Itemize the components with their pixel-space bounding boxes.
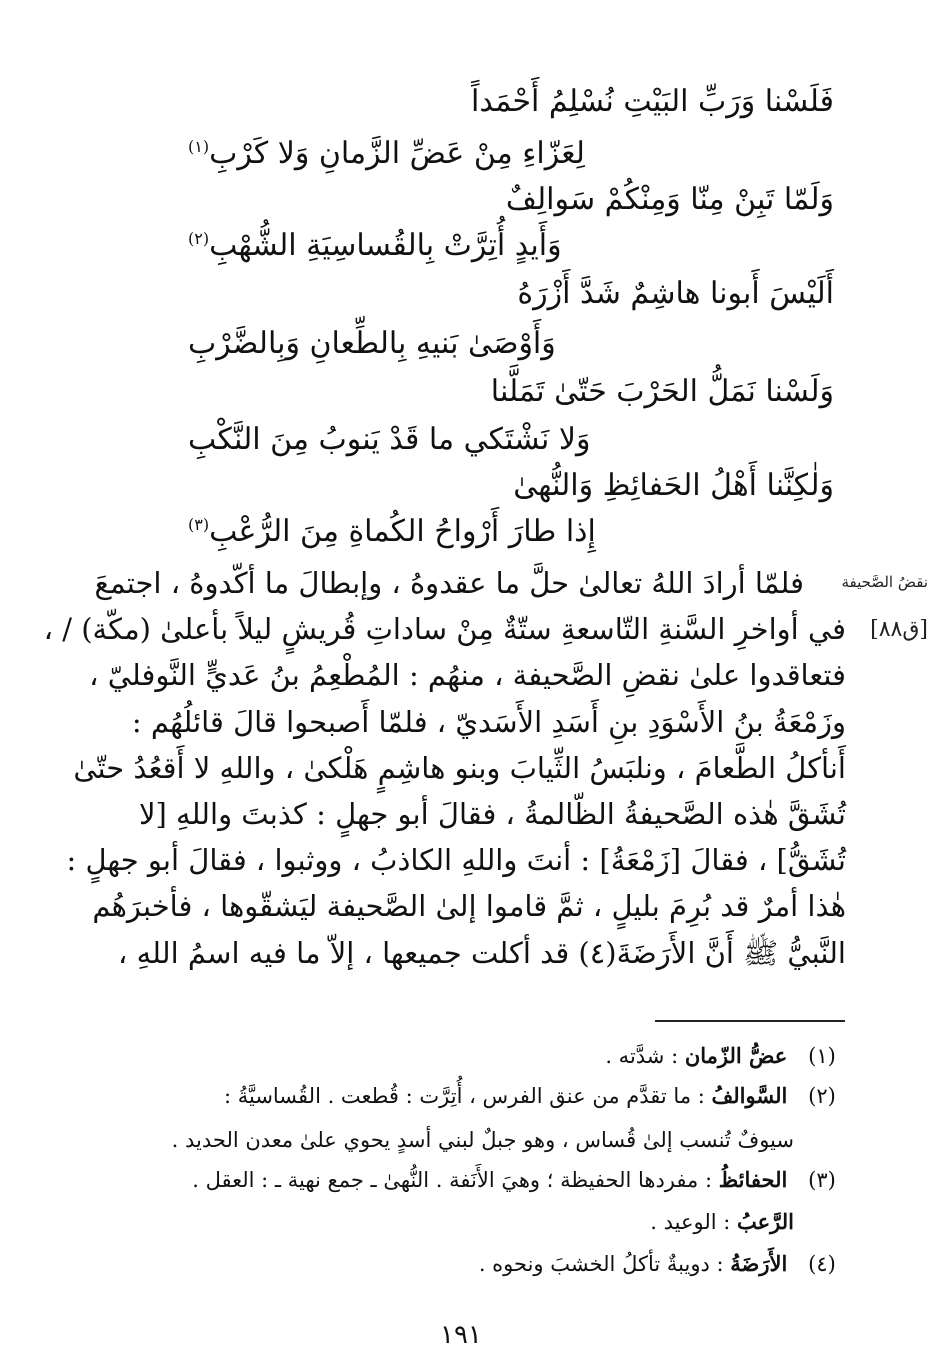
footnote-2-continuation (172, 1124, 794, 1156)
verse-3-second-hemistich: وَأَوْصَىٰ بَنيهِ بِالطِّعانِ وَبِالضَّرْبِ (188, 326, 556, 361)
prose-line: وزَمْعَةُ بنُ الأَسْوَدِ بنِ أَسَدِ الأَسَديّ ، فلمّا أَصبحوا قالَ قائلُهُم : (131, 704, 846, 739)
verse-4-second-hemistich: وَلا نَشْتَكي ما قَدْ يَنوبُ مِنَ النَّكْبِ (188, 422, 591, 457)
footnote-text: : مفردها الحفيظة ؛ وهيَ الأَنَفة . النُّهىٰ ـ جمع نهية ـ : العقل . (192, 1168, 713, 1192)
prose-paragraph (43, 560, 846, 976)
verse-3-first-hemistich: أَلَيْسَ أَبونا هاشِمٌ شَدَّ أَزْرَهُ (517, 276, 834, 311)
prose-line: تُشَقَّ هٰذه الصَّحيفةُ الظّالمةُ ، فقالَ أبو جهلٍ : كذبتَ واللهِ [لا (138, 796, 846, 831)
verse-2-second-hemistich (188, 224, 562, 268)
verse-5-second-hemistich (188, 510, 596, 554)
verse-4-first-hemistich: وَلَسْنا نَمَلُّ الحَرْبَ حَتّىٰ تَمَلَّنا (490, 374, 834, 409)
footnote-text: : ما تقدَّم من عنق الفرس ، أُتِرَّت : قُطعت . القُساسيَّةُ : (223, 1084, 705, 1108)
footnote-marker: (٣) (188, 515, 210, 534)
footnote-term: السَّوالفُ (711, 1083, 788, 1108)
footnote-number: (٢) (808, 1084, 836, 1108)
footnote-3 (192, 1164, 850, 1196)
verse-5-first-hemistich: وَلٰكِنَّنا أَهْلُ الحَفائِظِ وَالنُّهىٰ (513, 468, 834, 503)
margin-page-reference: [ق٨٨] (870, 617, 928, 642)
footnote-3-continuation (650, 1206, 794, 1238)
footnote-separator (655, 1020, 845, 1022)
prose-line: النَّبيُّ ﷺ أَنَّ الأَرَضَةَ(٤) قد أكلت جميعها ، إلاّ ما فيه اسمُ اللهِ ، (118, 935, 846, 970)
prose-line: هٰذا أمرٌ قد بُرِمَ بليلٍ ، ثمَّ قاموا إلىٰ الصَّحيفة ليَشقّوها ، فأخبرَهُم (92, 889, 846, 924)
verse-1-first-hemistich: فَلَسْنا وَرَبِّ البَيْتِ نُسْلِمُ أَحْمَداً (471, 84, 834, 119)
verse-text: لِعَزّاءِ مِنْ عَضِّ الزَّمانِ وَلا كَرْبِ (209, 136, 585, 171)
footnote-number: (٣) (808, 1168, 836, 1192)
prose-line: أَنأكلُ الطَّعامَ ، ونلبَسُ الثِّيابَ وبنو هاشِمٍ هَلْكىٰ ، واللهِ لا أَقعُدُ حتّىٰ (73, 750, 846, 785)
footnote-marker: (١) (188, 137, 210, 156)
margin-section-title: نقضُ الصَّحيفة (841, 573, 928, 591)
footnote-text: سيوفٌ تُنسب إلىٰ قُساس ، وهو جبلٌ لبني أسدٍ يحوي علىٰ معدن الحديد . (171, 1128, 794, 1152)
footnote-number: (١) (808, 1044, 836, 1068)
footnote-2 (224, 1080, 850, 1112)
verse-1-second-hemistich (188, 132, 585, 176)
footnote-term: الرَّعبُ (737, 1209, 794, 1234)
footnote-1 (605, 1040, 850, 1072)
prose-line: فلمّا أرادَ اللهُ تعالىٰ حلَّ ما عقدوهُ ، وإبطالَ ما أكّدوهُ ، اجتمعَ (94, 566, 804, 600)
prose-line: فتعاقدوا علىٰ نقضِ الصَّحيفة ، منهُم : المُطْعِمُ بنُ عَديٍّ النَّوفليّ ، (89, 658, 846, 693)
footnote-term: الحفائظُ (718, 1167, 788, 1192)
verse-2-first-hemistich: وَلَمّا تَبِنْ مِنّا وَمِنْكُمْ سَوالِفٌ (505, 182, 834, 217)
footnote-text: : الوعيد . (650, 1210, 731, 1234)
verse-text: إِذا طارَ أَرْواحُ الكُماةِ مِنَ الرُّعْبِ (209, 514, 596, 549)
footnote-number: (٤) (808, 1252, 836, 1276)
verse-text: وَأَيدٍ أُتِرَّتْ بِالقُساسِيَةِ الشُّهْبِ (209, 228, 562, 263)
prose-line: تُشَقُّ] ، فقالَ [زَمْعَةُ] : أنتَ واللهِ الكاذبُ ، ووثبوا ، فقالَ أبو جهلٍ : (66, 843, 846, 878)
footnote-text: : دويبةٌ تأكلُ الخشبَ ونحوه . (478, 1252, 724, 1276)
footnote-marker: (٢) (188, 229, 210, 248)
footnote-term: الأَرَضَةُ (730, 1251, 788, 1276)
prose-line: في أواخرِ السَّنةِ التّاسعةِ ستّةٌ مِنْ ساداتِ قُريشٍ ليلاً بأعلىٰ (مكّة) / ، (43, 612, 846, 647)
footnote-text: : شدَّته . (605, 1044, 679, 1068)
page-number: ١٩١ (440, 1320, 482, 1350)
footnote-term: عضُّ الزّمان (684, 1043, 788, 1068)
footnote-4 (479, 1248, 850, 1280)
